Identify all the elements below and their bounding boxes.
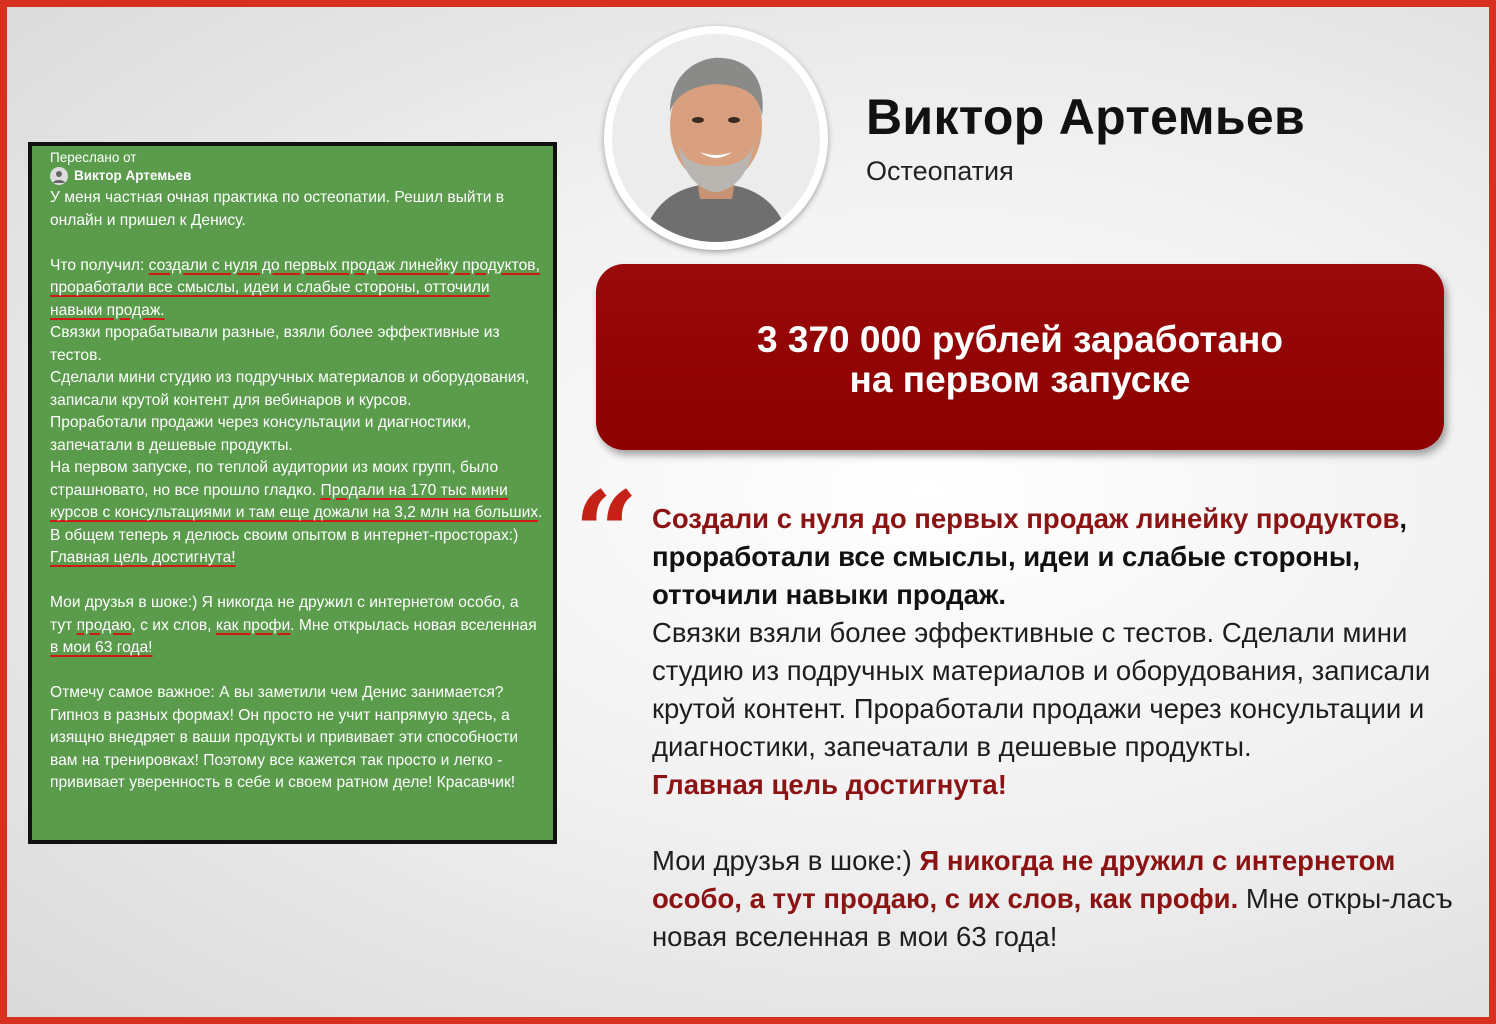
chat-paragraph: Что получил: создали с нуля до первых продаж линейку продуктов, проработали все смыслы, идеи и слабые стороны, отточили навыки продаж. bbox=[50, 256, 540, 319]
chat-paragraph: Отмечу самое важное: А вы заметили чем Денис занимается? Гипноз в разных формах! Он просто не учит напрямую здесь, а изящно внедряет в ваши продукты и прививает эти способности вам на тренировках! Поэтому все кажется так просто и легко - прививает уверенность в себе и своем ратном деле! Красавчик! bbox=[50, 684, 519, 791]
underlined-text: Главная цель достигнута! bbox=[50, 549, 236, 566]
result-line-1: 3 370 000 рублей заработано bbox=[757, 319, 1283, 360]
quote-line: проработали все смыслы, идеи и слабые стороны, bbox=[652, 541, 1361, 572]
chat-paragraph: Проработали продажи через консультации и диагностики, запечатали в дешевые продукты. bbox=[50, 414, 471, 454]
result-banner bbox=[596, 264, 1444, 450]
quote-line: отточили навыки продаж. bbox=[652, 579, 1007, 610]
chat-paragraph: Связки прорабатывали разные, взяли более эффективные из тестов. bbox=[50, 324, 500, 364]
quote-paragraph: Связки взяли более эффективные с тестов. Сделали мини студию из подручных материалов и оборудования, записали крутой контент. Проработали продажи через консультации и диагностики, запечатали в дешевые продукты. bbox=[652, 617, 1431, 762]
forwarded-label: Переслано от bbox=[50, 150, 137, 165]
underlined-text: создали с нуля до первых продаж линейку продуктов, проработали все смыслы, идеи и слабые стороны, отточили навыки продаж. bbox=[50, 256, 540, 319]
quote-highlight: Главная цель достигнута! bbox=[652, 769, 1007, 800]
chat-author-name: Виктор Артемьев bbox=[74, 168, 192, 183]
result-line-2: на первом запуске bbox=[849, 359, 1191, 400]
result-text bbox=[757, 314, 1283, 400]
underlined-text: продаю bbox=[76, 616, 132, 634]
quote-paragraph: Мои друзья в шоке:) Я никогда не дружил с интернетом особо, а тут продаю, с их слов, как профи. Мне откры-ласъ новая вселенная в мои 63 года! bbox=[652, 845, 1453, 952]
chat-paragraph: Сделали мини студию из подручных материалов и оборудования, записали крутой контент для вебинаров и курсов. bbox=[50, 369, 530, 409]
testimonial-quote bbox=[652, 500, 1472, 956]
underlined-text: в мои 63 года! bbox=[50, 639, 153, 656]
author-avatar-icon bbox=[50, 167, 68, 185]
chat-paragraph: У меня частная очная практика по остеопатии. Решил выйти в онлайн и пришел к Денису. bbox=[50, 189, 505, 229]
underlined-text: Продали на 170 тыс мини курсов с консультациями и там еще дожали на 3,2 млн на больших bbox=[50, 481, 539, 521]
chat-message bbox=[32, 146, 553, 840]
underlined-text: как профи bbox=[215, 616, 291, 634]
quote-line: Создали с нуля до первых продаж линейку продуктов, bbox=[652, 503, 1408, 534]
person-role: Остеопатия bbox=[866, 156, 1014, 186]
chat-screenshot bbox=[28, 142, 557, 844]
quote-mark-icon: “ bbox=[574, 468, 639, 599]
person-name: Виктор Артемьев bbox=[866, 89, 1306, 145]
chat-paragraph: Мои друзья в шоке:) Я никогда не дружил с интернетом особо, а тут продаю, с их слов, как профи. Мне открылась новая вселенная в мои 63 года! bbox=[50, 594, 537, 656]
portrait-photo-icon bbox=[604, 26, 828, 250]
chat-author bbox=[50, 166, 545, 186]
chat-paragraph: На первом запуске, по теплой аудитории из моих групп, было страшновато, но все прошло гладко. Продали на 170 тыс мини курсов с консультациями и там еще дожали на 3,2 млн на больших. В общем теперь я делюсь своим опытом в интернет-просторах:) Главная цель достигнута! bbox=[50, 459, 543, 566]
